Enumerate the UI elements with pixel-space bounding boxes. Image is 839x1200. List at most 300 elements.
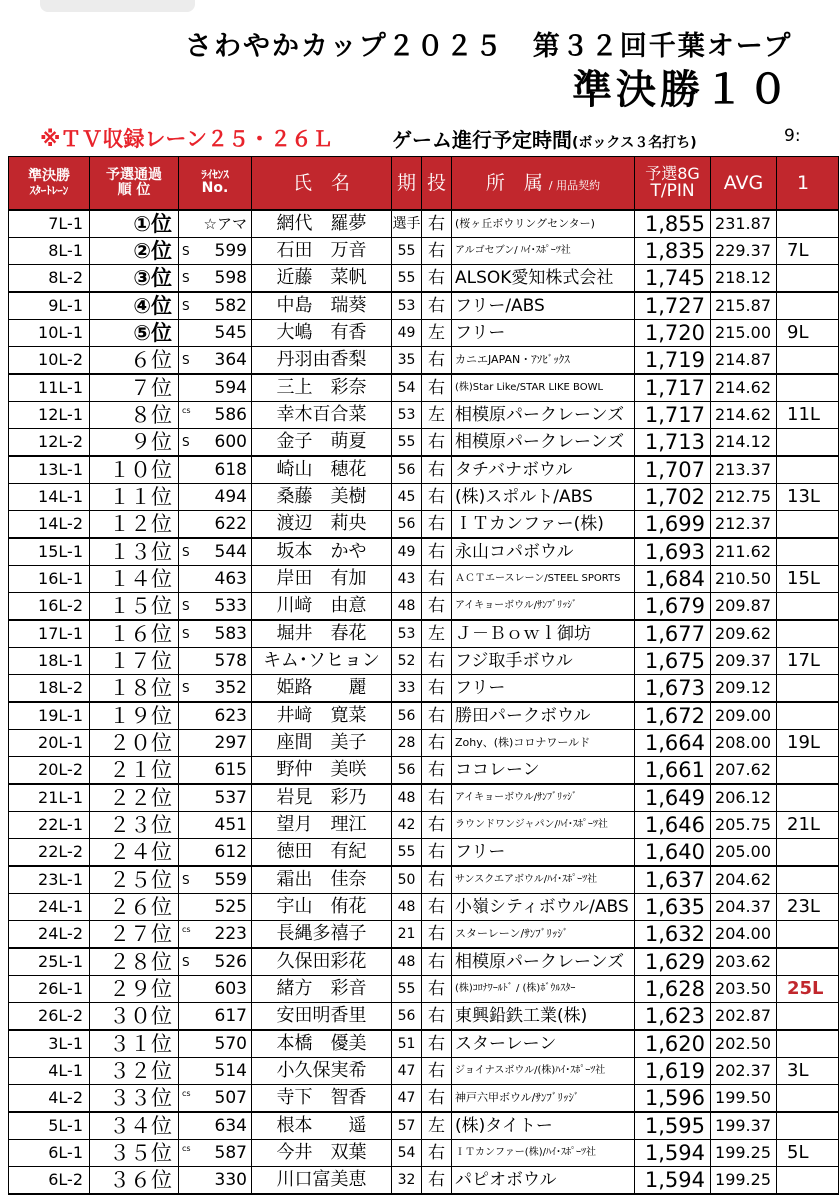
total-pins: 1,635 xyxy=(635,894,711,921)
license-number: 570 xyxy=(214,1034,247,1054)
throw-hand: 右 xyxy=(422,538,452,566)
start-lane: 23L-1 xyxy=(9,866,90,894)
table-row xyxy=(9,402,839,429)
license-number: 514 xyxy=(214,1061,247,1081)
player-name: 岸田 有加 xyxy=(252,566,392,593)
term-number: 54 xyxy=(392,1140,422,1167)
affiliation: タチバナボウル xyxy=(452,456,635,484)
qualify-rank: ２７位 xyxy=(90,921,179,949)
total-pins: 1,672 xyxy=(635,702,711,730)
license-cell xyxy=(179,1003,252,1031)
average: 199.37 xyxy=(711,1112,777,1140)
start-lane: 20L-1 xyxy=(9,730,90,757)
start-lane: 9L-1 xyxy=(9,292,90,320)
average: 204.00 xyxy=(711,921,777,949)
round-lane xyxy=(777,1003,839,1031)
table-row xyxy=(9,347,839,375)
qualify-rank: １３位 xyxy=(90,538,179,566)
start-lane: 8L-1 xyxy=(9,238,90,265)
throw-hand: 右 xyxy=(422,1003,452,1031)
throw-hand: 右 xyxy=(422,292,452,320)
license-mark: S xyxy=(182,435,190,449)
qualify-rank: ３６位 xyxy=(90,1167,179,1195)
license-number: 297 xyxy=(214,733,247,753)
player-name: 崎山 穂花 xyxy=(252,456,392,484)
start-lane: 12L-1 xyxy=(9,402,90,429)
throw-hand: 右 xyxy=(422,702,452,730)
throw-hand: 右 xyxy=(422,429,452,457)
license-number: 594 xyxy=(214,378,247,398)
qualify-rank: ６位 xyxy=(90,347,179,375)
license-number: 525 xyxy=(214,897,247,917)
total-pins: 1,702 xyxy=(635,484,711,511)
license-number: 537 xyxy=(214,788,247,808)
start-lane: 7L-1 xyxy=(9,210,90,238)
license-number: 451 xyxy=(214,815,247,835)
total-pins: 1,619 xyxy=(635,1058,711,1085)
table-row xyxy=(9,757,839,785)
average: 210.50 xyxy=(711,566,777,593)
table-row xyxy=(9,1167,839,1195)
throw-hand: 右 xyxy=(422,484,452,511)
license-number: 507 xyxy=(214,1088,247,1108)
player-name: 金子 萌夏 xyxy=(252,429,392,457)
col-rank: 予選通過 順 位 xyxy=(90,157,179,211)
table-row xyxy=(9,948,839,976)
average: 229.37 xyxy=(711,238,777,265)
license-number: 559 xyxy=(214,870,247,890)
average: 218.12 xyxy=(711,265,777,293)
affiliation: フリー xyxy=(452,839,635,867)
average: 214.62 xyxy=(711,402,777,429)
start-lane: 20L-2 xyxy=(9,757,90,785)
term-number: 53 xyxy=(392,402,422,429)
total-pins: 1,720 xyxy=(635,320,711,347)
round-lane xyxy=(777,921,839,949)
player-name: 幸木百合菜 xyxy=(252,402,392,429)
affiliation: 小嶺シティボウル/ABS xyxy=(452,894,635,921)
license-cell xyxy=(179,511,252,539)
total-pins: 1,637 xyxy=(635,866,711,894)
player-name: 根本 遥 xyxy=(252,1112,392,1140)
start-lane: 26L-2 xyxy=(9,1003,90,1031)
tv-lane-note: ※ＴＶ収録レーン２５・２６Ｌ xyxy=(40,127,333,151)
throw-hand: 右 xyxy=(422,784,452,812)
start-lane: 15L-1 xyxy=(9,538,90,566)
license-mark: S xyxy=(182,244,190,258)
total-pins: 1,727 xyxy=(635,292,711,320)
player-name: 本橋 優美 xyxy=(252,1030,392,1058)
license-number: 617 xyxy=(214,1006,247,1026)
top-strip xyxy=(40,0,195,12)
total-pins: 1,664 xyxy=(635,730,711,757)
round-lane xyxy=(777,374,839,402)
round-lane xyxy=(777,1112,839,1140)
start-lane: 6L-1 xyxy=(9,1140,90,1167)
affiliation: 勝田パークボウル xyxy=(452,702,635,730)
throw-hand: 右 xyxy=(422,730,452,757)
total-pins: 1,717 xyxy=(635,374,711,402)
round-lane xyxy=(777,839,839,867)
license-mark: S xyxy=(182,353,190,367)
affiliation: アイキョーボウル/ｻﾝﾌﾞﾘｯｼﾞ xyxy=(452,784,635,812)
player-name: 寺下 智香 xyxy=(252,1085,392,1113)
throw-hand: 右 xyxy=(422,1058,452,1085)
player-name: 岩見 彩乃 xyxy=(252,784,392,812)
qualify-rank: ④位 xyxy=(90,292,179,320)
license-number: 494 xyxy=(214,487,247,507)
license-number: 533 xyxy=(214,596,247,616)
round-lane: 13L xyxy=(777,484,839,511)
qualify-rank: ３２位 xyxy=(90,1058,179,1085)
player-name: 長縄多禧子 xyxy=(252,921,392,949)
round-lane xyxy=(777,593,839,621)
schedule-label: ゲーム進行予定時間 xyxy=(392,128,572,152)
average: 207.62 xyxy=(711,757,777,785)
start-lane: 10L-1 xyxy=(9,320,90,347)
start-lane: 25L-1 xyxy=(9,948,90,976)
affiliation: (株)Star Like/STAR LIKE BOWL xyxy=(452,374,635,402)
total-pins: 1,717 xyxy=(635,402,711,429)
table-row xyxy=(9,456,839,484)
license-cell xyxy=(179,566,252,593)
col-affiliation: 所 属 / 用品契約 xyxy=(452,157,635,211)
table-row xyxy=(9,566,839,593)
term-number: 49 xyxy=(392,320,422,347)
start-lane: 19L-1 xyxy=(9,702,90,730)
license-cell xyxy=(179,1140,252,1167)
average: 211.62 xyxy=(711,538,777,566)
license-number: 582 xyxy=(214,296,247,316)
table-row xyxy=(9,484,839,511)
player-name: 緒方 彩音 xyxy=(252,976,392,1003)
license-cell xyxy=(179,648,252,675)
affiliation: パピオボウル xyxy=(452,1167,635,1195)
total-pins: 1,679 xyxy=(635,593,711,621)
affiliation: (株)ｺﾛﾅﾜｰﾙﾄﾞ / (株)ﾎﾞｳﾙｽﾀｰ xyxy=(452,976,635,1003)
license-mark: S xyxy=(182,299,190,313)
player-name: 安田明香里 xyxy=(252,1003,392,1031)
table-row xyxy=(9,511,839,539)
start-lane: 18L-2 xyxy=(9,675,90,703)
average: 209.62 xyxy=(711,620,777,648)
license-cell xyxy=(179,948,252,976)
total-pins: 1,719 xyxy=(635,347,711,375)
throw-hand: 右 xyxy=(422,1085,452,1113)
term-number: 52 xyxy=(392,648,422,675)
table-row xyxy=(9,812,839,839)
throw-hand: 右 xyxy=(422,347,452,375)
round-lane xyxy=(777,620,839,648)
throw-hand: 右 xyxy=(422,1140,452,1167)
total-pins: 1,594 xyxy=(635,1140,711,1167)
term-number: 選手 xyxy=(392,210,422,238)
round-lane: 9L xyxy=(777,320,839,347)
round-lane xyxy=(777,675,839,703)
license-cell xyxy=(179,675,252,703)
affiliation: フリー xyxy=(452,675,635,703)
qualify-rank: １６位 xyxy=(90,620,179,648)
start-lane: 12L-2 xyxy=(9,429,90,457)
qualify-rank: １５位 xyxy=(90,593,179,621)
start-lane: 14L-2 xyxy=(9,511,90,539)
table-row xyxy=(9,675,839,703)
throw-hand: 右 xyxy=(422,757,452,785)
round-title: 準決勝１０ xyxy=(572,67,792,113)
term-number: 49 xyxy=(392,538,422,566)
average: 202.50 xyxy=(711,1030,777,1058)
round-lane xyxy=(777,1167,839,1195)
player-name: 野仲 美咲 xyxy=(252,757,392,785)
term-number: 51 xyxy=(392,1030,422,1058)
license-cell xyxy=(179,429,252,457)
affiliation: フリー xyxy=(452,320,635,347)
license-cell xyxy=(179,347,252,375)
license-number: 600 xyxy=(214,432,247,452)
license-cell xyxy=(179,839,252,867)
term-number: 47 xyxy=(392,1058,422,1085)
term-number: 53 xyxy=(392,620,422,648)
term-number: 55 xyxy=(392,976,422,1003)
start-lane: 4L-1 xyxy=(9,1058,90,1085)
average: 214.87 xyxy=(711,347,777,375)
throw-hand: 右 xyxy=(422,210,452,238)
license-number: 330 xyxy=(214,1170,247,1190)
qualify-rank: ３３位 xyxy=(90,1085,179,1113)
round-lane: 23L xyxy=(777,894,839,921)
total-pins: 1,620 xyxy=(635,1030,711,1058)
player-name: 網代 羅夢 xyxy=(252,210,392,238)
round-lane: 15L xyxy=(777,566,839,593)
affiliation: (株)スポルト/ABS xyxy=(452,484,635,511)
average: 209.00 xyxy=(711,702,777,730)
average: 199.25 xyxy=(711,1140,777,1167)
table-row xyxy=(9,730,839,757)
term-number: 47 xyxy=(392,1085,422,1113)
table-row xyxy=(9,538,839,566)
term-number: 35 xyxy=(392,347,422,375)
qualify-rank: ２０位 xyxy=(90,730,179,757)
average: 209.12 xyxy=(711,675,777,703)
term-number: 56 xyxy=(392,456,422,484)
player-name: 望月 理江 xyxy=(252,812,392,839)
license-mark: S xyxy=(182,873,190,887)
throw-hand: 右 xyxy=(422,456,452,484)
round-lane: 25L xyxy=(777,976,839,1003)
round-lane: 5L xyxy=(777,1140,839,1167)
col-name: 氏 名 xyxy=(252,157,392,211)
license-cell xyxy=(179,238,252,265)
term-number: 32 xyxy=(392,1167,422,1195)
license-number: 615 xyxy=(214,760,247,780)
schedule-time: 9: xyxy=(784,126,801,146)
table-row xyxy=(9,839,839,867)
round-lane xyxy=(777,784,839,812)
throw-hand: 右 xyxy=(422,566,452,593)
event-title: さわやかカップ２０２５ 第３２回千葉オープ xyxy=(185,31,793,62)
player-name: 坂本 かや xyxy=(252,538,392,566)
license-cell xyxy=(179,921,252,949)
term-number: 56 xyxy=(392,702,422,730)
license-cell xyxy=(179,402,252,429)
total-pins: 1,699 xyxy=(635,511,711,539)
term-number: 54 xyxy=(392,374,422,402)
average: 199.50 xyxy=(711,1085,777,1113)
start-lane: 8L-2 xyxy=(9,265,90,293)
average: 204.62 xyxy=(711,866,777,894)
start-lane: 21L-1 xyxy=(9,784,90,812)
round-lane xyxy=(777,1030,839,1058)
term-number: 48 xyxy=(392,784,422,812)
throw-hand: 右 xyxy=(422,511,452,539)
license-cell xyxy=(179,784,252,812)
affiliation: 東興鉛鉄工業(株) xyxy=(452,1003,635,1031)
start-lane: 18L-1 xyxy=(9,648,90,675)
license-number: 603 xyxy=(214,979,247,999)
table-row xyxy=(9,894,839,921)
total-pins: 1,595 xyxy=(635,1112,711,1140)
term-number: 55 xyxy=(392,429,422,457)
license-cell xyxy=(179,1085,252,1113)
total-pins: 1,646 xyxy=(635,812,711,839)
throw-hand: 左 xyxy=(422,402,452,429)
round-lane xyxy=(777,757,839,785)
term-number: 42 xyxy=(392,812,422,839)
col-pin: 予選8G T/PIN xyxy=(635,157,711,211)
throw-hand: 右 xyxy=(422,812,452,839)
license-cell xyxy=(179,292,252,320)
table-row xyxy=(9,320,839,347)
col-throw: 投 xyxy=(422,157,452,211)
qualify-rank: ②位 xyxy=(90,238,179,265)
term-number: 50 xyxy=(392,866,422,894)
term-number: 55 xyxy=(392,238,422,265)
player-name: 中島 瑞葵 xyxy=(252,292,392,320)
start-lane: 13L-1 xyxy=(9,456,90,484)
player-name: 川﨑 由意 xyxy=(252,593,392,621)
table-row xyxy=(9,593,839,621)
license-cell xyxy=(179,456,252,484)
round-lane xyxy=(777,1085,839,1113)
player-name: 久保田彩花 xyxy=(252,948,392,976)
average: 209.87 xyxy=(711,593,777,621)
average: 231.87 xyxy=(711,210,777,238)
round-lane xyxy=(777,210,839,238)
qualify-rank: １０位 xyxy=(90,456,179,484)
round-lane xyxy=(777,456,839,484)
throw-hand: 右 xyxy=(422,894,452,921)
average: 212.75 xyxy=(711,484,777,511)
total-pins: 1,661 xyxy=(635,757,711,785)
table-row xyxy=(9,921,839,949)
qualify-rank: ２８位 xyxy=(90,948,179,976)
license-number: 623 xyxy=(214,706,247,726)
total-pins: 1,649 xyxy=(635,784,711,812)
average: 203.50 xyxy=(711,976,777,1003)
table-row xyxy=(9,648,839,675)
license-mark: cs xyxy=(182,1144,191,1153)
term-number: 21 xyxy=(392,921,422,949)
throw-hand: 右 xyxy=(422,1167,452,1195)
table-row xyxy=(9,784,839,812)
total-pins: 1,632 xyxy=(635,921,711,949)
term-number: 56 xyxy=(392,757,422,785)
round-lane xyxy=(777,347,839,375)
player-name: 川口富美恵 xyxy=(252,1167,392,1195)
throw-hand: 右 xyxy=(422,265,452,293)
table-row xyxy=(9,1112,839,1140)
affiliation: (桜ヶ丘ボウリングセンター) xyxy=(452,210,635,238)
round-lane xyxy=(777,948,839,976)
license-number: 634 xyxy=(214,1116,247,1136)
term-number: 57 xyxy=(392,1112,422,1140)
affiliation: (株)タイトー xyxy=(452,1112,635,1140)
schedule-heading xyxy=(392,124,697,153)
license-number: 598 xyxy=(214,268,247,288)
table-row xyxy=(9,1140,839,1167)
license-cell xyxy=(179,484,252,511)
qualify-rank: ⑤位 xyxy=(90,320,179,347)
player-name: 霜出 佳奈 xyxy=(252,866,392,894)
license-number: 612 xyxy=(214,842,247,862)
affiliation: ジョイナスボウル/(株)ﾊｲ･ｽﾎﾟｰﾂ社 xyxy=(452,1058,635,1085)
license-cell xyxy=(179,1030,252,1058)
total-pins: 1,623 xyxy=(635,1003,711,1031)
col-avg: AVG xyxy=(711,157,777,211)
start-lane: 10L-2 xyxy=(9,347,90,375)
license-cell xyxy=(179,757,252,785)
total-pins: 1,855 xyxy=(635,210,711,238)
table-row xyxy=(9,429,839,457)
affiliation: ココレーン xyxy=(452,757,635,785)
table-row xyxy=(9,210,839,238)
qualify-rank: ３５位 xyxy=(90,1140,179,1167)
average: 203.62 xyxy=(711,948,777,976)
average: 209.37 xyxy=(711,648,777,675)
qualify-rank: ２３位 xyxy=(90,812,179,839)
table-row xyxy=(9,374,839,402)
col-lane: 準決勝 ｽﾀｰﾄﾚｰﾝ xyxy=(9,157,90,211)
throw-hand: 右 xyxy=(422,675,452,703)
license-mark: S xyxy=(182,627,190,641)
qualify-rank: ２４位 xyxy=(90,839,179,867)
term-number: 56 xyxy=(392,511,422,539)
player-name: 姫路 麗 xyxy=(252,675,392,703)
qualify-rank: ③位 xyxy=(90,265,179,293)
table-row xyxy=(9,976,839,1003)
license-mark: S xyxy=(182,271,190,285)
throw-hand: 右 xyxy=(422,948,452,976)
round-lane: 7L xyxy=(777,238,839,265)
qualify-rank: ７位 xyxy=(90,374,179,402)
license-number: 463 xyxy=(214,569,247,589)
round-lane: 19L xyxy=(777,730,839,757)
total-pins: 1,594 xyxy=(635,1167,711,1195)
start-lane: 6L-2 xyxy=(9,1167,90,1195)
throw-hand: 右 xyxy=(422,238,452,265)
throw-hand: 右 xyxy=(422,1030,452,1058)
round-lane xyxy=(777,702,839,730)
license-cell xyxy=(179,320,252,347)
term-number: 48 xyxy=(392,948,422,976)
player-name: 丹羽由香梨 xyxy=(252,347,392,375)
player-name: 井﨑 寛菜 xyxy=(252,702,392,730)
term-number: 45 xyxy=(392,484,422,511)
throw-hand: 右 xyxy=(422,921,452,949)
affiliation: カニエJAPAN・ｱｿﾋﾞｯｸｽ xyxy=(452,347,635,375)
table-row xyxy=(9,238,839,265)
license-cell xyxy=(179,593,252,621)
